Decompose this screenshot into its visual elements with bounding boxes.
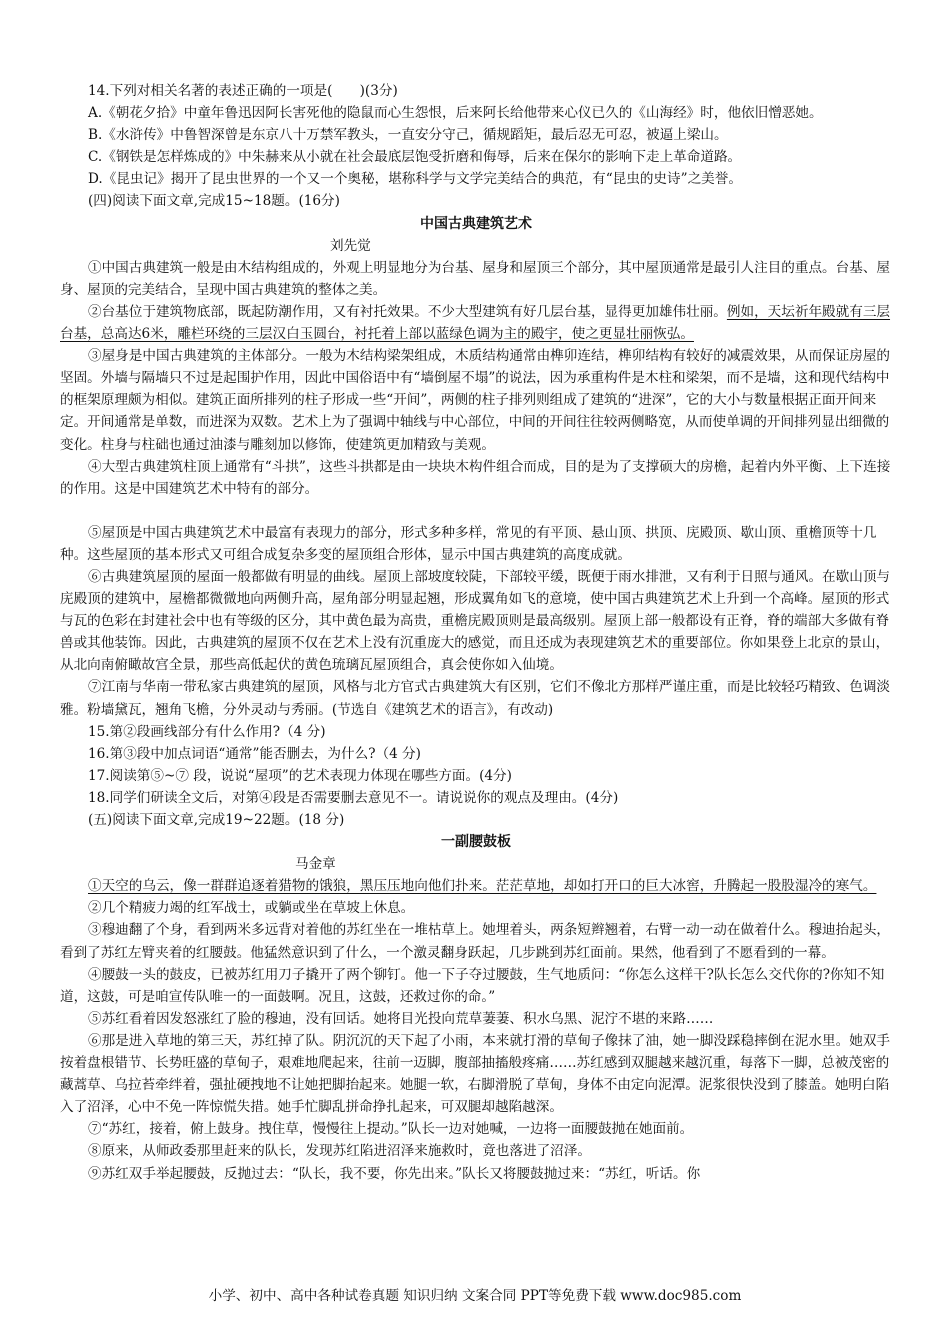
paragraph-2-underlined: 例如，天坛祈年殿就有三层台基，总高达6米，雕栏环绕的三层汉白玉圆台，衬托着上部以蓝绿色调为主的殿宇，使之更显壮丽恢弘。 bbox=[60, 303, 891, 343]
question-18: 18.同学们研读全文后，对第④段是否需要删去意见不一。请说说你的观点及理由。(4分) bbox=[88, 789, 619, 806]
section4-intro: (四)阅读下面文章,完成15~18题。(16分) bbox=[88, 193, 340, 210]
page-footer: 小学、初中、高中各种试卷真题 知识归纳 文案合同 PPT等免费下载 www.doc985.com bbox=[208, 1288, 742, 1304]
section4-paragraph-4: ④大型古典建筑柱顶上通常有“斗拱”，这些斗拱都是由一块块木构件组合而成，目的是为了支撑硕大的房檐，起着内外平衡、上下连接的作用。这是中国建筑艺术中特有的部分。 bbox=[60, 458, 891, 497]
q14-option-b: B.《水浒传》中鲁智深曾是东京八十万禁军教头，一直安分守己，循规蹈矩，最后忍无可忍，被逼上梁山。 bbox=[88, 127, 728, 144]
section5-paragraph-2: ②几个精疲力竭的红军战士，或躺或坐在草坡上休息。 bbox=[88, 900, 415, 917]
section4-paragraph-3: ③屋身是中国古典建筑的主体部分。一般为木结构梁架组成，木质结构通常由榫卯连结，榫卯结构有较好的减震效果，从而保证房屋的坚固。外墙与隔墙只不过是起围护作用，因此中国俗语中有“墙倒屋不塌”的说法，因为承重构件是木柱和梁架，而不是墙，这和现代结构中的框架原理颇为相似。建筑正面所排列的柱子形成一些“开间”，两侧的柱子排列则组成了建筑的“进深”，它的大小与数量根据正面开间来定。开间通常是单数，而进深为双数。艺术上为了强调中轴线与中心部位，中间的开间往往较两侧略宽，从而使单调的开间排列显出细微的变化。柱身与柱础也通过油漆与雕刻加以修饰，使建筑更加精致与美观。 bbox=[60, 348, 891, 453]
section4-paragraph-1: ①中国古典建筑一般是由木结构组成的，外观上明显地分为台基、屋身和屋顶三个部分，其中屋顶通常是最引人注目的重点。台基、屋身、屋顶的完美结合，呈现中国古典建筑的整体之美。 bbox=[60, 259, 891, 298]
section4-paragraph-6: ⑥古典建筑屋顶的屋面一般都做有明显的曲线。屋顶上部坡度较陡，下部较平缓，既便于雨水排泄，又有利于日照与通风。在歇山顶与庑殿顶的建筑中，屋檐都微微地向两侧升高，屋角部分明显起翘，形成翼角如飞的意境，使中国古典建筑艺术上升到一个高峰。屋顶的形式与瓦的色彩在封建社会中也有等级的区分，其中黄色最为高贵，重檐庑殿顶则是最高级别。屋顶上部一般都设有正脊，脊的端部大多做有脊兽或其他装饰。因此，古典建筑的屋顶不仅在艺术上没有沉重庞大的感觉，而且还成为表现建筑艺术的重要部位。你如果登上北京的景山，从北向南俯瞰故宫全景，那些高低起伏的黄色琉璃瓦屋顶组合，真会使你如入仙境。 bbox=[60, 568, 891, 674]
question-15: 15.第②段画线部分有什么作用?（4 分) bbox=[88, 723, 326, 740]
section5-paragraph-7: ⑦“苏红，接着，俯上鼓身。拽住草，慢慢往上提动。”队长一边对她喊，一边将一面腰鼓抛在她面前。 bbox=[88, 1121, 694, 1138]
section5-author: 马金章 bbox=[295, 856, 336, 873]
q14-option-a: A.《朝花夕拾》中童年鲁迅因阿长害死他的隐鼠而心生怨恨，后来阿长给他带来心仪已久的《山海经》时，他依旧憎恶她。 bbox=[88, 105, 823, 122]
section5-title: 一副腰鼓板 bbox=[441, 834, 511, 851]
question-16: 16.第③段中加点词语“通常”能否删去，为什么?（4 分) bbox=[88, 745, 421, 762]
section5-paragraph-4: ④腰鼓一头的鼓皮，已被苏红用刀子撬开了两个铆钉。他一下子夺过腰鼓，生气地质问：“你怎么这样干?队长怎么交代你的?你知不知道，这鼓，可是咱宣传队唯一的一面鼓啊。况且，这鼓，还救过你的命。” bbox=[60, 966, 885, 1005]
section4-paragraph-2 bbox=[60, 301, 892, 345]
section5-intro: (五)阅读下面文章,完成19~22题。(18 分) bbox=[88, 812, 345, 828]
question-17: 17.阅读第⑤~⑦ 段，说说“屋项”的艺术表现力体现在哪些方面。(4分) bbox=[88, 767, 512, 784]
section4-author: 刘先觉 bbox=[330, 237, 371, 254]
paragraph-1-underlined: ①天空的乌云，像一群群追逐着猎物的饿狼，黑压压地向他们扑来。茫茫草地，却如打开口的巨大冰窖，升腾起一股股湿冷的寒气。 bbox=[88, 878, 877, 895]
section4-paragraph-5: ⑤屋顶是中国古典建筑艺术中最富有表现力的部分，形式多种多样，常见的有平顶、悬山顶、拱顶、庑殿顶、歇山顶、重檐顶等十几种。这些屋顶的基本形式又可组合成复杂多变的屋顶组合形体，显示中国古典建筑的高度成就。 bbox=[60, 524, 877, 563]
section5-paragraph-6: ⑥那是进入草地的第三天，苏红掉了队。阴沉沉的天下起了小雨，本来就打滑的草甸子像抹了油，她一脚没踩稳摔倒在泥水里。她双手按着盘根错节、长势旺盛的草甸子，艰难地爬起来，往前一迈脚，腹部抽搐般疼痛……苏红感到双腿越来越沉重，每落下一脚，总被茂密的藏蒿草、乌拉苔牵绊着，强扯硬拽地不让她把脚抬起来。她腿一软，右脚滑脱了草甸，身体不由定向泥潭。泥浆很快没到了膝盖。她明白陷入了沼泽，心中不免一阵惊慌失措。她手忙脚乱拼命挣扎起来，可双腿却越陷越深。 bbox=[60, 1032, 891, 1116]
section5-paragraph-1 bbox=[60, 875, 892, 897]
section5-paragraph-5: ⑤苏红看着因发怒涨红了脸的穆迪，没有回话。她将目光投向荒草萋萋、积水乌黑、泥泞不堪的来路…… bbox=[88, 1010, 714, 1027]
document-page bbox=[60, 80, 892, 1185]
q14-option-d: D.《昆虫记》揭开了昆虫世界的一个又一个奥秘，堪称科学与文学完美结合的典范，有“昆虫的史诗”之美誉。 bbox=[88, 171, 742, 188]
section4-title: 中国古典建筑艺术 bbox=[420, 215, 532, 232]
section5-paragraph-3: ③穆迪翻了个身，看到两米多远背对着他的苏红坐在一堆枯草上。她埋着头，两条短辫翘着，右臂一动一动在做着什么。穆迪抬起头，看到了苏红左臂夹着的红腰鼓。他猛然意识到了什么，一个激灵翻身跃起，几步跳到苏红面前。果然，他看到了不愿看到的一幕。 bbox=[60, 922, 891, 961]
spacer bbox=[60, 500, 892, 522]
section4-paragraph-7: ⑦江南与华南一带私家古典建筑的屋顶，风格与北方官式古典建筑大有区别，它们不像北方那样严谨庄重，而是比较轻巧精致、色调淡雅。粉墙黛瓦，翘角飞檐，分外灵动与秀丽。(节选自《建筑艺术的语言》，有改动) bbox=[60, 679, 891, 718]
q14-stem: 14.下列对相关名著的表述正确的一项是( )(3分) bbox=[88, 83, 398, 99]
section5-paragraph-9: ⑨苏红双手举起腰鼓，反抛过去：“队长，我不要，你先出来。”队长又将腰鼓抛过来：“苏红，听话。你 bbox=[88, 1165, 701, 1182]
section5-paragraph-8: ⑧原来，从师政委那里赶来的队长，发现苏红陷进沼泽来施救时，竟也落进了沼泽。 bbox=[88, 1143, 591, 1160]
paragraph-2-text: ②台基位于建筑物底部，既起防潮作用，又有衬托效果。不少大型建筑有好几层台基，显得更加雄伟壮丽。 bbox=[88, 303, 727, 320]
q14-option-c: C.《钢铁是怎样炼成的》中朱赫来从小就在社会最底层饱受折磨和侮辱，后来在保尔的影响下走上革命道路。 bbox=[88, 149, 742, 166]
